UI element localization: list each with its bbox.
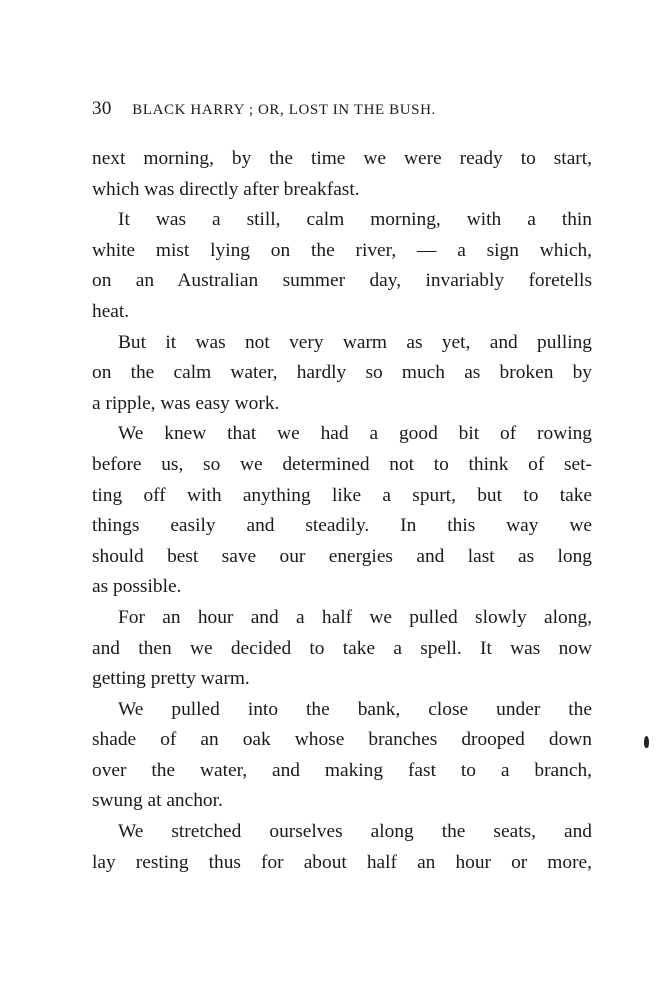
running-head <box>92 98 562 128</box>
body-text <box>92 144 592 878</box>
paragraph-continuation <box>92 144 592 205</box>
text-line: next morning, by the time we were ready to start, <box>92 148 592 169</box>
text-line: things easily and steadily. In this way we <box>92 515 592 537</box>
running-title: BLACK HARRY ; OR, LOST IN THE BUSH. <box>132 102 436 118</box>
text-line: heat. <box>92 300 130 322</box>
text-line: which was directly after breakfast. <box>92 178 360 200</box>
text-line: a ripple, was easy work. <box>92 392 280 414</box>
paragraph <box>92 603 592 695</box>
text-line: before us, so we determined not to think of set- <box>92 453 592 475</box>
text-line: It was a still, calm morning, with a thin <box>118 209 592 231</box>
paragraph <box>92 817 592 878</box>
text-line: We stretched ourselves along the seats, and <box>118 821 592 843</box>
paragraph <box>92 695 592 817</box>
text-line: We knew that we had a good bit of rowing <box>118 423 592 445</box>
text-line: should best save our energies and last as long <box>92 545 592 567</box>
text-line: ting off with anything like a spurt, but to take <box>92 484 592 506</box>
text-line: over the water, and making fast to a branch, <box>92 759 592 781</box>
page-number: 30 <box>92 98 112 119</box>
text-line: We pulled into the bank, close under the <box>118 698 592 720</box>
paragraph <box>92 328 592 420</box>
text-line: swung at anchor. <box>92 790 223 812</box>
text-line: on the calm water, hardly so much as broken by <box>92 362 592 384</box>
text-line: as possible. <box>92 576 182 598</box>
text-line: and then we decided to take a spell. It was now <box>92 637 592 659</box>
text-line: lay resting thus for about half an hour or more, <box>92 851 592 873</box>
ink-speck <box>644 736 649 748</box>
text-line: on an Australian summer day, invariably foretells <box>92 270 592 292</box>
text-line: shade of an oak whose branches drooped down <box>92 729 592 751</box>
text-line: For an hour and a half we pulled slowly along, <box>118 606 592 628</box>
text-line: getting pretty warm. <box>92 668 250 690</box>
paragraph <box>92 419 592 603</box>
text-line: But it was not very warm as yet, and pulling <box>118 331 592 353</box>
paragraph <box>92 205 592 327</box>
text-line: white mist lying on the river, — a sign which, <box>92 239 592 261</box>
